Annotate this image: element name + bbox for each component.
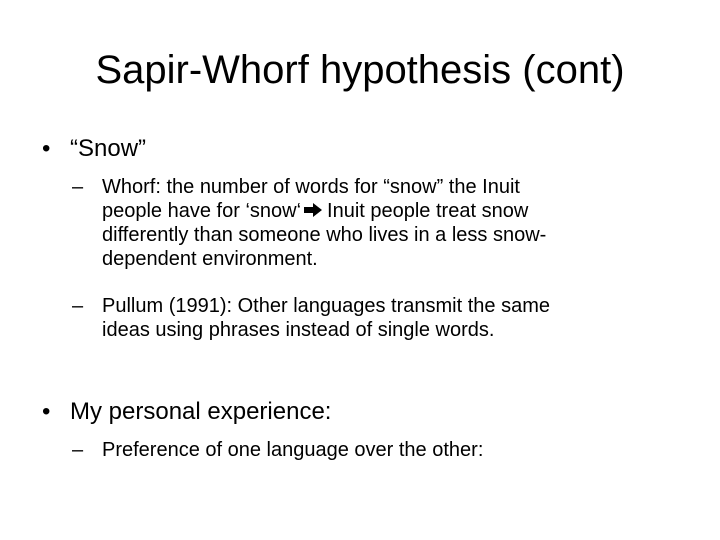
text-line: differently than someone who lives in a less snow- [102,224,547,246]
bullet-marker: • [42,398,51,425]
sub-bullet-marker: – [72,176,84,198]
bullet-text: My personal experience: [70,398,332,425]
sub-bullet-preference [72,438,632,462]
text-segment: people have for ‘snow‘ [102,200,302,222]
sub-bullet-text [102,175,632,271]
bullet-marker: • [42,135,51,162]
bullet-text: “Snow” [70,135,147,162]
sub-bullet-pullum [72,294,632,342]
sub-bullet-text [102,294,632,342]
sub-bullet-text [102,438,632,462]
right-arrow-icon [303,202,323,218]
text-line [102,199,632,223]
text-line: dependent environment. [102,248,318,270]
sub-bullet-marker: – [72,439,84,461]
text-line: Preference of one language over the other: [102,439,484,461]
sub-bullet-marker: – [72,295,84,317]
text-line: Whorf: the number of words for “snow” the Inuit [102,176,520,198]
sub-bullet-whorf [72,175,632,271]
slide-title: Sapir-Whorf hypothesis (cont) [95,48,625,92]
text-line: ideas using phrases instead of single words. [102,319,495,341]
text-line: Pullum (1991): Other languages transmit the same [102,295,550,317]
text-segment: Inuit people treat snow [327,200,529,222]
